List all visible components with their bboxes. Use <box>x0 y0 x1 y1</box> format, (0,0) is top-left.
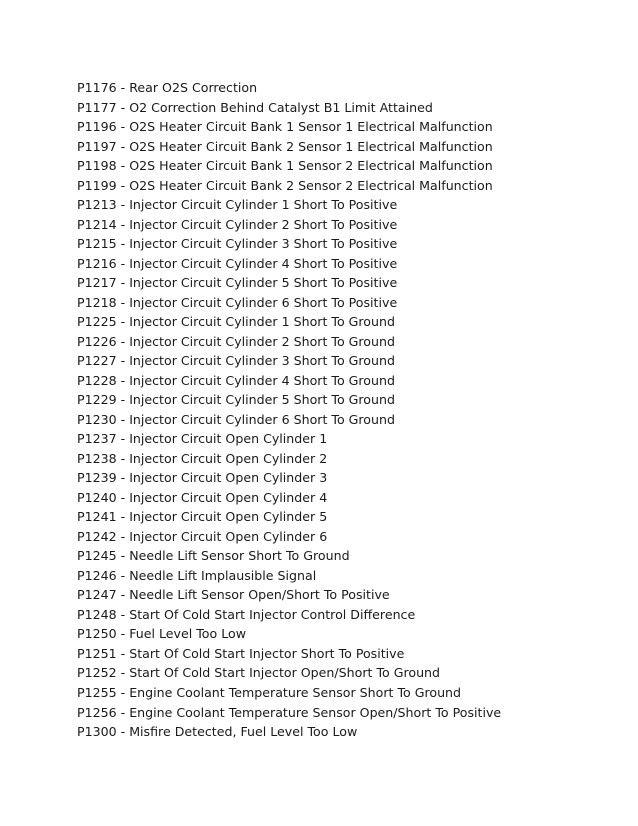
code-line: P1300 - Misfire Detected, Fuel Level Too Low <box>77 724 358 740</box>
code-line: P1218 - Injector Circuit Cylinder 6 Short To Positive <box>77 294 398 310</box>
code-line: P1242 - Injector Circuit Open Cylinder 6 <box>77 528 328 544</box>
code-line: P1239 - Injector Circuit Open Cylinder 3 <box>77 470 328 486</box>
code-line: P1251 - Start Of Cold Start Injector Short To Positive <box>77 645 405 661</box>
code-line: P1213 - Injector Circuit Cylinder 1 Short To Positive <box>77 197 398 213</box>
code-line: P1214 - Injector Circuit Cylinder 2 Short To Positive <box>77 216 398 232</box>
code-line: P1198 - O2S Heater Circuit Bank 1 Sensor 2 Electrical Malfunction <box>77 158 493 174</box>
code-line: P1248 - Start Of Cold Start Injector Control Difference <box>77 606 416 622</box>
code-line: P1177 - O2 Correction Behind Catalyst B1 Limit Attained <box>77 99 433 115</box>
code-line: P1241 - Injector Circuit Open Cylinder 5 <box>77 509 328 525</box>
code-line: P1250 - Fuel Level Too Low <box>77 626 246 642</box>
code-line: P1197 - O2S Heater Circuit Bank 2 Sensor 1 Electrical Malfunction <box>77 138 493 154</box>
code-line: P1227 - Injector Circuit Cylinder 3 Short To Ground <box>77 353 395 369</box>
code-line: P1246 - Needle Lift Implausible Signal <box>77 567 317 583</box>
code-line: P1229 - Injector Circuit Cylinder 5 Short To Ground <box>77 392 395 408</box>
code-line: P1238 - Injector Circuit Open Cylinder 2 <box>77 450 328 466</box>
code-line: P1215 - Injector Circuit Cylinder 3 Short To Positive <box>77 236 398 252</box>
code-line: P1228 - Injector Circuit Cylinder 4 Short To Ground <box>77 372 395 388</box>
code-line: P1199 - O2S Heater Circuit Bank 2 Sensor 2 Electrical Malfunction <box>77 177 493 193</box>
code-line: P1240 - Injector Circuit Open Cylinder 4 <box>77 489 328 505</box>
code-line: P1255 - Engine Coolant Temperature Sensor Short To Ground <box>77 684 462 700</box>
code-line: P1256 - Engine Coolant Temperature Sensor Open/Short To Positive <box>77 704 502 720</box>
code-line: P1226 - Injector Circuit Cylinder 2 Short To Ground <box>77 333 395 349</box>
code-line: P1252 - Start Of Cold Start Injector Open/Short To Ground <box>77 665 441 681</box>
code-line: P1237 - Injector Circuit Open Cylinder 1 <box>77 431 328 447</box>
code-line: P1230 - Injector Circuit Cylinder 6 Short To Ground <box>77 411 395 427</box>
code-line: P1247 - Needle Lift Sensor Open/Short To Positive <box>77 587 390 603</box>
code-line: P1216 - Injector Circuit Cylinder 4 Short To Positive <box>77 255 398 271</box>
code-line: P1196 - O2S Heater Circuit Bank 1 Sensor 1 Electrical Malfunction <box>77 119 493 135</box>
trouble-code-list <box>77 78 501 742</box>
code-line: P1176 - Rear O2S Correction <box>77 80 258 95</box>
code-line: P1225 - Injector Circuit Cylinder 1 Short To Ground <box>77 314 395 330</box>
code-line: P1217 - Injector Circuit Cylinder 5 Short To Positive <box>77 275 398 291</box>
code-line: P1245 - Needle Lift Sensor Short To Ground <box>77 548 350 564</box>
